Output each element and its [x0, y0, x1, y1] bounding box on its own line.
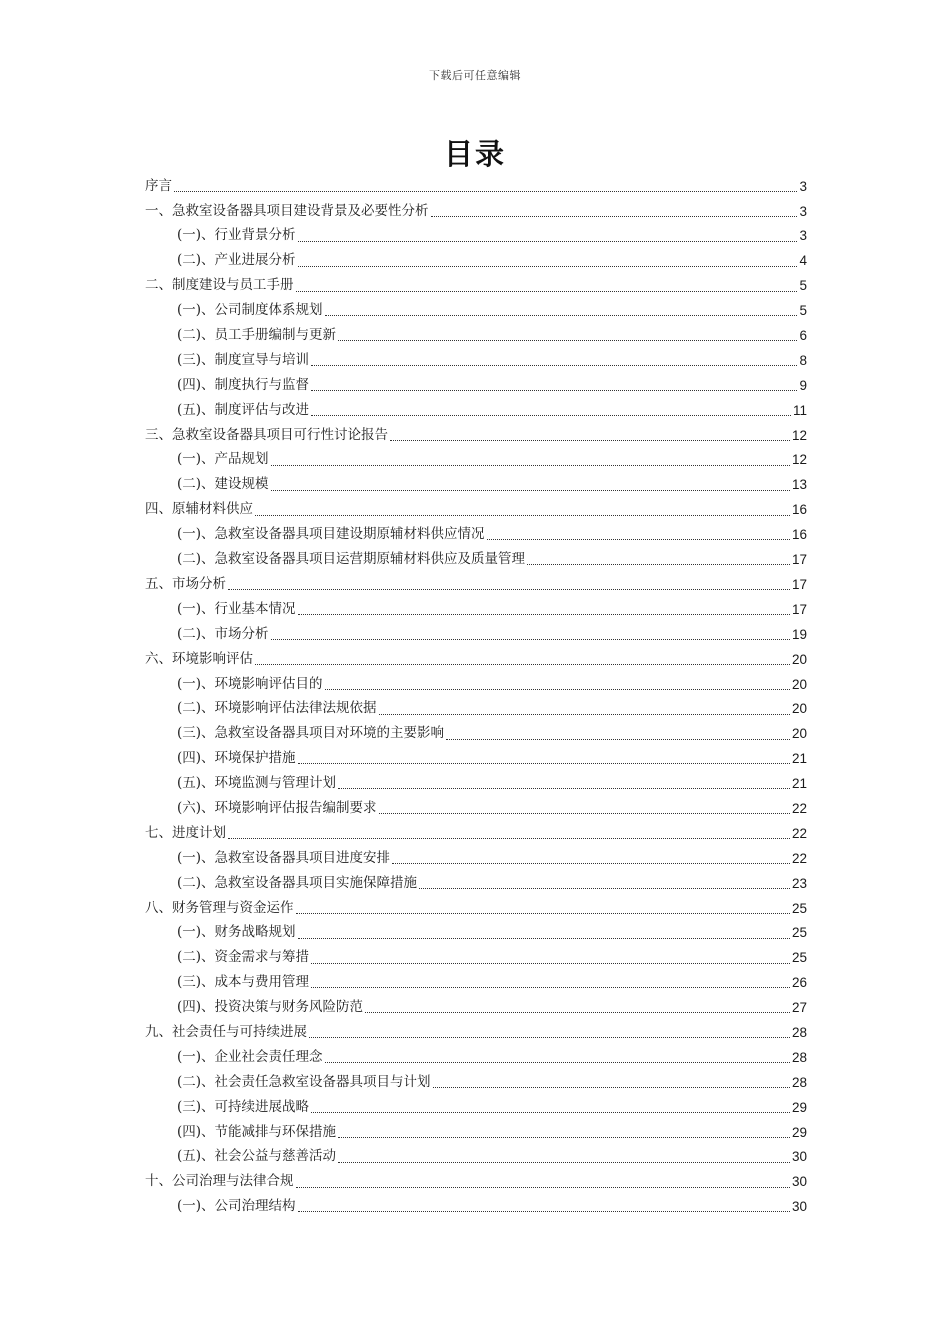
toc-dot-leader: [338, 340, 797, 341]
toc-dot-leader: [311, 1112, 790, 1113]
toc-entry-page-number: 8: [799, 352, 807, 368]
toc-entry[interactable]: [145, 1070, 807, 1095]
toc-dot-leader: [311, 365, 797, 366]
toc-title: 目录: [443, 137, 506, 171]
toc-entry[interactable]: [145, 224, 807, 249]
toc-entry-label: (二)、急救室设备器具项目运营期原辅材料供应及质量管理: [177, 551, 526, 568]
toc-entry-label: (一)、行业基本情况: [177, 600, 296, 617]
toc-dot-leader: [228, 589, 790, 590]
toc-entry[interactable]: [145, 498, 807, 523]
toc-entry-page-number: 3: [799, 178, 807, 194]
toc-entry-label: 二、制度建设与员工手册: [145, 277, 294, 294]
toc-dot-leader: [298, 241, 798, 242]
toc-entry-label: (一)、急救室设备器具项目建设期原辅材料供应情况: [177, 526, 485, 543]
toc-dot-leader: [379, 813, 790, 814]
toc-entry-page-number: 3: [799, 228, 807, 244]
toc-entry-page-number: 25: [791, 900, 807, 916]
toc-entry[interactable]: [145, 796, 807, 821]
toc-entry-label: (一)、公司制度体系规划: [177, 302, 323, 319]
toc-entry[interactable]: [145, 1195, 807, 1220]
toc-entry[interactable]: [145, 323, 807, 348]
toc-entry-label: (四)、节能减排与环保措施: [177, 1123, 337, 1140]
toc-entry-page-number: 13: [791, 477, 807, 493]
toc-dot-leader: [446, 739, 790, 740]
toc-entry-page-number: 29: [791, 1124, 807, 1140]
toc-entry-label: (六)、环境影响评估报告编制要求: [177, 799, 377, 816]
toc-dot-leader: [433, 1087, 790, 1088]
toc-entry[interactable]: [145, 398, 807, 423]
toc-entry[interactable]: [145, 274, 807, 299]
toc-dot-leader: [392, 863, 790, 864]
toc-dot-leader: [298, 763, 790, 764]
toc-dot-leader: [487, 539, 790, 540]
toc-entry-label: (二)、社会责任急救室设备器具项目与计划: [177, 1073, 431, 1090]
toc-dot-leader: [311, 963, 790, 964]
toc-entry[interactable]: [145, 622, 807, 647]
toc-entry-page-number: 29: [791, 1099, 807, 1115]
toc-entry-label: 六、环境影响评估: [145, 650, 253, 667]
toc-entry-page-number: 28: [791, 1024, 807, 1040]
toc-dot-leader: [255, 664, 790, 665]
toc-entry[interactable]: [145, 995, 807, 1020]
toc-dot-leader: [271, 490, 790, 491]
toc-entry[interactable]: [145, 473, 807, 498]
toc-entry-label: (一)、企业社会责任理念: [177, 1048, 323, 1065]
toc-dot-leader: [271, 639, 790, 640]
toc-dot-leader: [325, 315, 798, 316]
toc-dot-leader: [228, 838, 790, 839]
toc-dot-leader: [309, 1037, 790, 1038]
toc-dot-leader: [296, 913, 790, 914]
toc-dot-leader: [255, 515, 790, 516]
toc-entry-label: (五)、制度评估与改进: [177, 401, 310, 418]
toc-dot-leader: [365, 1012, 790, 1013]
toc-entry-page-number: 5: [799, 303, 807, 319]
toc-entry-label: (三)、制度宣导与培训: [177, 351, 310, 368]
toc-entry[interactable]: [145, 821, 807, 846]
toc-entry[interactable]: [145, 896, 807, 921]
toc-dot-leader: [527, 564, 790, 565]
toc-dot-leader: [296, 291, 798, 292]
toc-entry-page-number: 17: [791, 576, 807, 592]
toc-entry[interactable]: [145, 547, 807, 572]
toc-entry[interactable]: [145, 871, 807, 896]
toc-entry[interactable]: [145, 348, 807, 373]
toc-entry-page-number: 12: [791, 452, 807, 468]
toc-entry-label: (二)、市场分析: [177, 625, 269, 642]
toc-entry-page-number: 19: [791, 626, 807, 642]
toc-entry[interactable]: [145, 746, 807, 771]
toc-entry[interactable]: [145, 522, 807, 547]
toc-entry-label: 四、原辅材料供应: [145, 501, 253, 518]
toc-entry-label: (三)、急救室设备器具项目对环境的主要影响: [177, 725, 445, 742]
toc-entry-page-number: 25: [791, 950, 807, 966]
toc-entry[interactable]: [145, 672, 807, 697]
toc-entry[interactable]: [145, 846, 807, 871]
toc-entry-label: (一)、环境影响评估目的: [177, 675, 323, 692]
toc-entry-page-number: 30: [791, 1174, 807, 1190]
toc-entry-label: 七、进度计划: [145, 824, 226, 841]
toc-dot-leader: [298, 1211, 790, 1212]
toc-entry-label: (一)、行业背景分析: [177, 227, 296, 244]
toc-entry-label: 十、公司治理与法律合规: [145, 1173, 294, 1190]
toc-entry[interactable]: [145, 971, 807, 996]
toc-entry-page-number: 17: [791, 601, 807, 617]
toc-entry-label: (四)、环境保护措施: [177, 750, 296, 767]
toc-dot-leader: [298, 266, 798, 267]
toc-entry[interactable]: [145, 249, 807, 274]
toc-entry[interactable]: [145, 1170, 807, 1195]
toc-entry-page-number: 3: [799, 203, 807, 219]
toc-dot-leader: [296, 1187, 790, 1188]
toc-entry-label: (五)、社会公益与慈善活动: [177, 1148, 337, 1165]
toc-entry[interactable]: [145, 722, 807, 747]
toc-entry-label: (三)、可持续进展战略: [177, 1098, 310, 1115]
toc-entry-page-number: 28: [791, 1074, 807, 1090]
toc-entry-page-number: 4: [799, 253, 807, 269]
toc-entry-label: (二)、资金需求与筹措: [177, 949, 310, 966]
toc-dot-leader: [431, 216, 798, 217]
toc-dot-leader: [311, 987, 790, 988]
toc-entry[interactable]: [145, 946, 807, 971]
toc-dot-leader: [390, 440, 790, 441]
toc-entry[interactable]: [145, 771, 807, 796]
toc-dot-leader: [379, 714, 790, 715]
toc-entry-label: 八、财务管理与资金运作: [145, 899, 294, 916]
toc-entry-page-number: 21: [791, 776, 807, 792]
toc-entry-page-number: 22: [791, 800, 807, 816]
toc-dot-leader: [174, 191, 797, 192]
toc-entry-page-number: 5: [799, 278, 807, 294]
toc-dot-leader: [338, 1137, 790, 1138]
toc-entry-label: (四)、制度执行与监督: [177, 376, 310, 393]
page-header-note: 下载后可任意编辑: [429, 69, 521, 82]
toc-entry[interactable]: [145, 572, 807, 597]
toc-entry-label: (二)、员工手册编制与更新: [177, 327, 337, 344]
toc-entry[interactable]: [145, 597, 807, 622]
toc-entry-page-number: 11: [792, 402, 807, 418]
toc-entry-page-number: 20: [791, 676, 807, 692]
toc-entry[interactable]: [145, 1120, 807, 1145]
toc-entry[interactable]: [145, 298, 807, 323]
toc-dot-leader: [298, 614, 790, 615]
toc-entry[interactable]: [145, 1095, 807, 1120]
toc-entry-page-number: 21: [791, 751, 807, 767]
toc-entry-label: (一)、财务战略规划: [177, 924, 296, 941]
toc-entry-page-number: 28: [791, 1049, 807, 1065]
toc-entry-page-number: 23: [791, 875, 807, 891]
toc-entry-page-number: 20: [791, 651, 807, 667]
toc-entry[interactable]: [145, 423, 807, 448]
toc-entry-label: 三、急救室设备器具项目可行性讨论报告: [145, 426, 388, 443]
toc-entry-label: (一)、产品规划: [177, 451, 269, 468]
toc-entry-label: 九、社会责任与可持续进展: [145, 1023, 307, 1040]
toc-entry-label: (二)、产业进展分析: [177, 252, 296, 269]
toc-entry-label: (三)、成本与费用管理: [177, 974, 310, 991]
toc-entry-page-number: 30: [791, 1199, 807, 1215]
toc-entry-page-number: 16: [791, 502, 807, 518]
toc-entry-page-number: 6: [799, 328, 807, 344]
toc-entry-page-number: 12: [791, 427, 807, 443]
toc-entry-page-number: 20: [791, 726, 807, 742]
toc-entry-label: (五)、环境监测与管理计划: [177, 775, 337, 792]
toc-entry-page-number: 17: [791, 552, 807, 568]
toc-dot-leader: [311, 415, 791, 416]
toc-entry-label: 序言: [145, 177, 172, 194]
toc-dot-leader: [338, 788, 790, 789]
toc-entry-page-number: 20: [791, 701, 807, 717]
toc-entry-label: (四)、投资决策与财务风险防范: [177, 999, 364, 1016]
toc-entry[interactable]: [145, 921, 807, 946]
toc-entry[interactable]: [145, 199, 807, 224]
toc-entry[interactable]: [145, 1020, 807, 1045]
toc-entry[interactable]: [145, 1145, 807, 1170]
toc-entry-label: (二)、急救室设备器具项目实施保障措施: [177, 874, 418, 891]
toc-dot-leader: [311, 390, 797, 391]
toc-dot-leader: [338, 1162, 790, 1163]
toc-entry[interactable]: [145, 647, 807, 672]
toc-entry-label: (一)、急救室设备器具项目进度安排: [177, 849, 391, 866]
toc-dot-leader: [325, 689, 790, 690]
toc-entry-page-number: 9: [799, 377, 807, 393]
toc-dot-leader: [419, 888, 790, 889]
table-of-contents: [145, 174, 807, 1219]
toc-entry[interactable]: [145, 448, 807, 473]
toc-entry[interactable]: [145, 697, 807, 722]
toc-entry-label: (二)、环境影响评估法律法规依据: [177, 700, 377, 717]
toc-entry-page-number: 26: [791, 975, 807, 991]
toc-entry[interactable]: [145, 1045, 807, 1070]
toc-entry-page-number: 25: [791, 925, 807, 941]
toc-entry[interactable]: [145, 174, 807, 199]
toc-entry-page-number: 22: [791, 850, 807, 866]
toc-entry[interactable]: [145, 373, 807, 398]
toc-dot-leader: [271, 465, 790, 466]
toc-entry-page-number: 22: [791, 825, 807, 841]
toc-dot-leader: [325, 1062, 790, 1063]
toc-entry-page-number: 16: [791, 527, 807, 543]
toc-entry-label: 一、急救室设备器具项目建设背景及必要性分析: [145, 202, 429, 219]
toc-entry-page-number: 30: [791, 1149, 807, 1165]
toc-entry-page-number: 27: [791, 1000, 807, 1016]
toc-dot-leader: [298, 938, 790, 939]
toc-entry-label: (一)、公司治理结构: [177, 1198, 296, 1215]
toc-entry-label: 五、市场分析: [145, 575, 226, 592]
toc-entry-label: (二)、建设规模: [177, 476, 269, 493]
